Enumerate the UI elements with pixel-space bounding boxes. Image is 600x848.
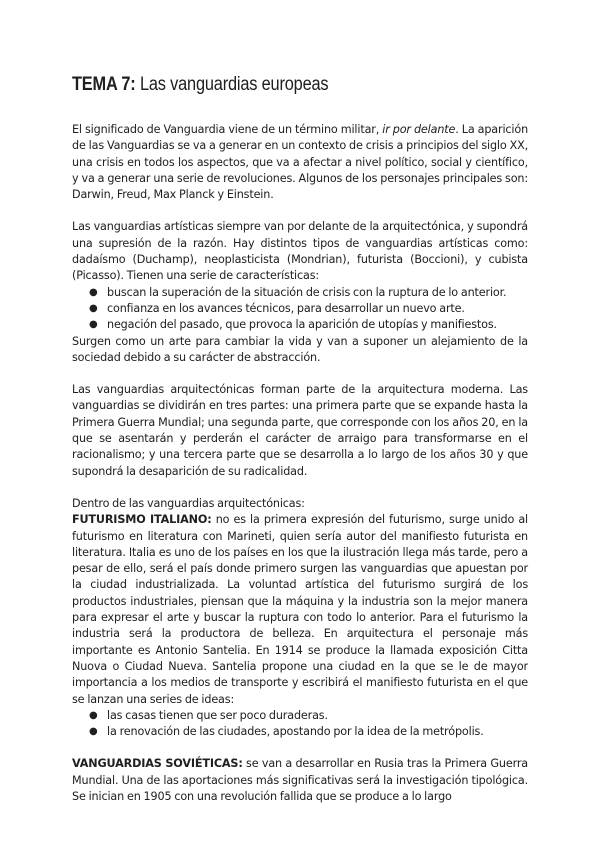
bullet-icon: ● bbox=[89, 302, 98, 314]
futurism-label: FUTURISMO ITALIANO: bbox=[72, 513, 212, 527]
intro-emphasis: ir por delante bbox=[382, 123, 456, 136]
list-item: ● confianza en los avances técnicos, para desarrollar un nuevo arte. bbox=[72, 301, 528, 317]
title-text: Las vanguardias europeas bbox=[139, 74, 329, 95]
artistic-bullet-list bbox=[72, 285, 528, 334]
list-item: ● las casas tienen que ser poco duraderas. bbox=[72, 708, 528, 724]
futurism-bullet-list bbox=[72, 708, 528, 741]
futurism-paragraph: FUTURISMO ITALIANO: no es la primera expresión del futurismo, surge unido al futurismo en literatura con Marineti, quien sería autor del manifiesto futurista en literatura. Italia es uno de los países en los que la ilustración llega más tarde, pero a pesar de ello, será el país donde primero surgen las vanguardias que apuestan por la ciudad industrializada. La voluntad artística del futurismo surgirá de los productos industriales, piensan que la máquina y la industria son la mejor manera para expresar el arte y buscar la ruptura con todo lo anterior. Para el futurismo la industria será la productora de belleza. En arquitectura el personaje más importante es Antonio Santelia. En 1914 se produce la llamada exposición Citta Nuova o Ciudad Nueva. Santelia propone una ciudad en la que se le de mayor importancia a los medios de transporte y escribirá el manifiesto futurista en el que se lanzan una series de ideas: bbox=[72, 513, 528, 706]
page-title bbox=[72, 74, 464, 96]
list-item: ● negación del pasado, que provoca la aparición de utopías y manifiestos. bbox=[72, 317, 528, 333]
soviet-paragraph: VANGUARDIAS SOVIÉTICAS: se van a desarrollar en Rusia tras la Primera Guerra Mundial. Una de las aportaciones más significativas será la investigación tipológica. Se inician en 1905 con una revolución fallida que se produce a lo largo bbox=[72, 757, 528, 803]
artistic-paragraph: Las vanguardias artísticas siempre van por delante de la arquitectónica, y supondrá una supresión de la razón. Hay distintos tipos de vanguardias artísticas como: dadaísmo (Duchamp), neoplasticista (Mondrian), futurista (Boccioni), y cubista (Picasso). Tienen una serie de características: bbox=[72, 220, 528, 283]
intro-paragraph: El significado de Vanguardia viene de un término militar, ir por delante. La aparición de las Vanguardias se va a generar en un contexto de crisis a principios del siglo XX, una crisis en todos los aspectos, que va a afectar a nivel político, social y científico, y va a generar una serie de revoluciones. Algunos de los personajes principales son: Darwin, Freud, Max Planck y Einstein. bbox=[72, 123, 529, 202]
bullet-icon: ● bbox=[89, 319, 98, 331]
artistic-after-paragraph: Surgen como un arte para cambiar la vida y van a suponer un alejamiento de la sociedad debido a su carácter de abstracción. bbox=[72, 334, 528, 364]
list-item: ● la renovación de las ciudades, apostando por la idea de la metrópolis. bbox=[72, 724, 528, 740]
within-paragraph: Dentro de las vanguardias arquitectónicas: bbox=[72, 496, 305, 510]
list-item: ● buscan la superación de la situación de crisis con la ruptura de lo anterior. bbox=[72, 285, 528, 301]
bullet-icon: ● bbox=[89, 726, 98, 738]
bullet-icon: ● bbox=[89, 286, 98, 298]
soviet-label: VANGUARDIAS SOVIÉTICAS: bbox=[72, 757, 243, 771]
title-label: TEMA 7: bbox=[72, 74, 136, 95]
architectural-paragraph: Las vanguardias arquitectónicas forman parte de la arquitectura moderna. Las vanguardias se dividirán en tres partes: una primera parte que se expande hasta la Primera Guerra Mundial; una segunda parte, que corresponde con los años 20, en la que se asentarán y perderán el carácter de arraigo para transformarse en el racionalismo; y una tercera parte que se desarrolla a lo largo de los años 30 y que supondrá la desaparición de su radicalidad. bbox=[72, 383, 528, 478]
bullet-icon: ● bbox=[89, 709, 98, 721]
